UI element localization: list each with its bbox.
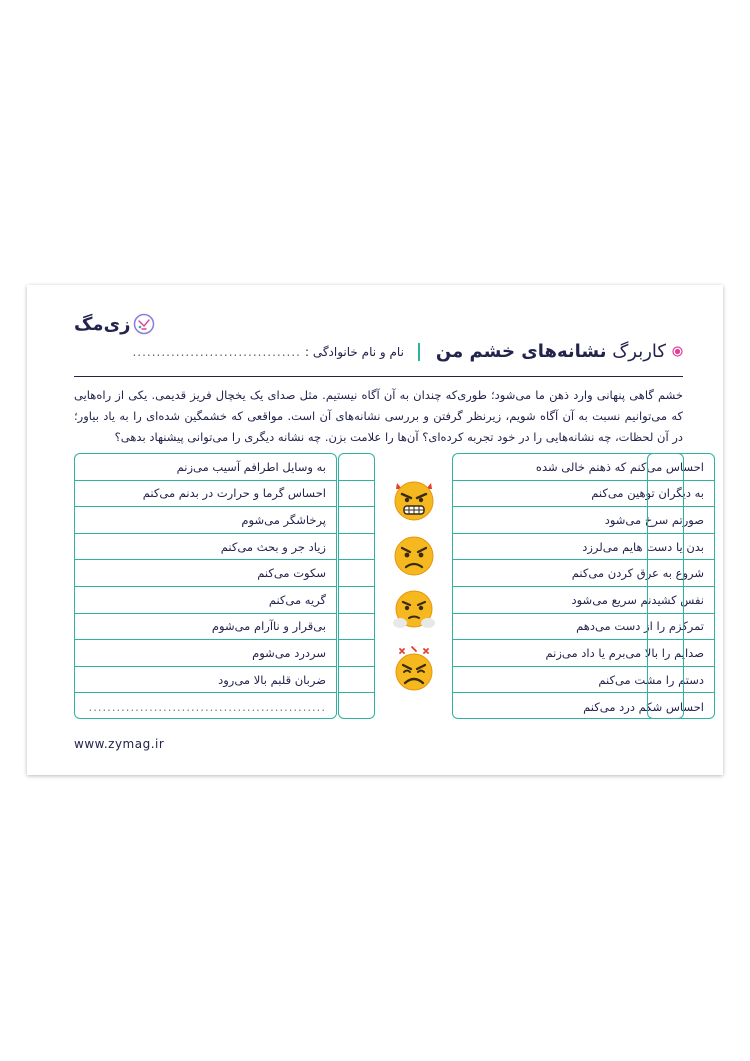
- checkbox[interactable]: [648, 560, 683, 587]
- left-checkbox-column: [338, 453, 375, 719]
- checkbox[interactable]: [648, 534, 683, 561]
- checkbox[interactable]: [339, 534, 374, 561]
- website-url[interactable]: www.zymag.ir: [74, 737, 165, 751]
- table-row: احساس می‌کنم که ذهنم خالی شده: [453, 454, 714, 481]
- annoyed-face-icon: [390, 532, 438, 580]
- logo-text: زی‌مگ: [74, 313, 131, 335]
- worksheet-card: [27, 285, 723, 775]
- checkbox[interactable]: [339, 481, 374, 508]
- title-bold: نشانه‌های خشم من: [435, 341, 607, 362]
- table-row: نفس کشیدنم سریع می‌شود: [453, 587, 714, 614]
- steaming-face-icon: [390, 587, 438, 635]
- table-row: بدن یا دست هایم می‌لرزد: [453, 534, 714, 561]
- checkbox[interactable]: [339, 614, 374, 641]
- logo: [74, 313, 155, 335]
- header-divider: [74, 376, 683, 377]
- pink-bullet-icon: [672, 346, 683, 357]
- angry-symbols-face-icon: [390, 645, 438, 693]
- page-title: [436, 341, 666, 362]
- table-row: زیاد جر و بحث می‌کنم: [75, 534, 336, 561]
- table-row: احساس شکم درد می‌کنم: [583, 699, 704, 714]
- checkbox[interactable]: [339, 560, 374, 587]
- checkbox[interactable]: [648, 693, 683, 719]
- checkbox[interactable]: [648, 667, 683, 694]
- title-prefix: کاربرگ: [612, 341, 666, 362]
- table-row: به وسایل اطرافم آسیب می‌زنم: [75, 454, 336, 481]
- intro-paragraph: خشم گاهی پنهانی وارد ذهن ما می‌شود؛ طوری‌که چندان به آن آگاه نیستیم. مثل صدای یک یخچال فریز قدیمی. یکی از راه‌هایی که می‌توانیم نسبت به آن آگاه شویم، زیرنظر گرفتن و بررسی نشانه‌های آن است. مواقعی که خشمگین شده‌ای را به یاد بیاور؛ در آن لحظات، چه نشانه‌هایی را در خود تجربه کرده‌ای؟ آن‌ها را علامت بزن. چه نشانه دیگری را می‌توانی پیشنهاد بدهی؟: [74, 388, 683, 444]
- right-checkbox-column: [647, 453, 684, 719]
- checkbox[interactable]: [648, 507, 683, 534]
- checkbox[interactable]: [648, 587, 683, 614]
- table-row: گریه می‌کنم: [75, 587, 336, 614]
- zymag-logo-icon: [133, 313, 155, 335]
- name-label: نام و نام خانوادگی :: [304, 344, 404, 359]
- checkbox[interactable]: [648, 454, 683, 481]
- table-row: دستم را مشت می‌کنم: [453, 667, 714, 694]
- furious-face-icon: [390, 475, 438, 523]
- table-row: شروع به عرق کردن می‌کنم: [453, 560, 714, 587]
- checkbox[interactable]: [648, 614, 683, 641]
- table-row: به دیگران توهین می‌کنم: [453, 481, 714, 508]
- table-row: پرخاشگر می‌شوم: [75, 507, 336, 534]
- checkbox[interactable]: [648, 640, 683, 667]
- table-row: ضربان قلبم بالا می‌رود: [75, 667, 336, 694]
- table-row: بی‌قرار و ناآرام می‌شوم: [75, 614, 336, 641]
- checkbox[interactable]: [648, 481, 683, 508]
- checkbox[interactable]: [339, 454, 374, 481]
- title-row: [132, 341, 683, 362]
- table-row: سردرد می‌شوم: [75, 640, 336, 667]
- table-row: صورتم سرخ می‌شود: [453, 507, 714, 534]
- table-row: صدایم را بالا می‌برم یا داد می‌زنم: [453, 640, 714, 667]
- table-row: تمرکزم را از دست می‌دهم: [453, 614, 714, 641]
- checkbox[interactable]: [339, 667, 374, 694]
- left-symptom-table: [74, 453, 337, 719]
- checkbox[interactable]: [339, 640, 374, 667]
- title-separator: [418, 343, 420, 361]
- checkbox[interactable]: [339, 587, 374, 614]
- checkbox[interactable]: [339, 507, 374, 534]
- table-row: احساس گرما و حرارت در بدنم می‌کنم: [75, 481, 336, 508]
- table-row: سکوت می‌کنم: [75, 560, 336, 587]
- checkbox[interactable]: [339, 693, 374, 719]
- suggestion-input[interactable]: ...................................................: [88, 699, 326, 714]
- name-field[interactable]: ...................................: [132, 344, 301, 359]
